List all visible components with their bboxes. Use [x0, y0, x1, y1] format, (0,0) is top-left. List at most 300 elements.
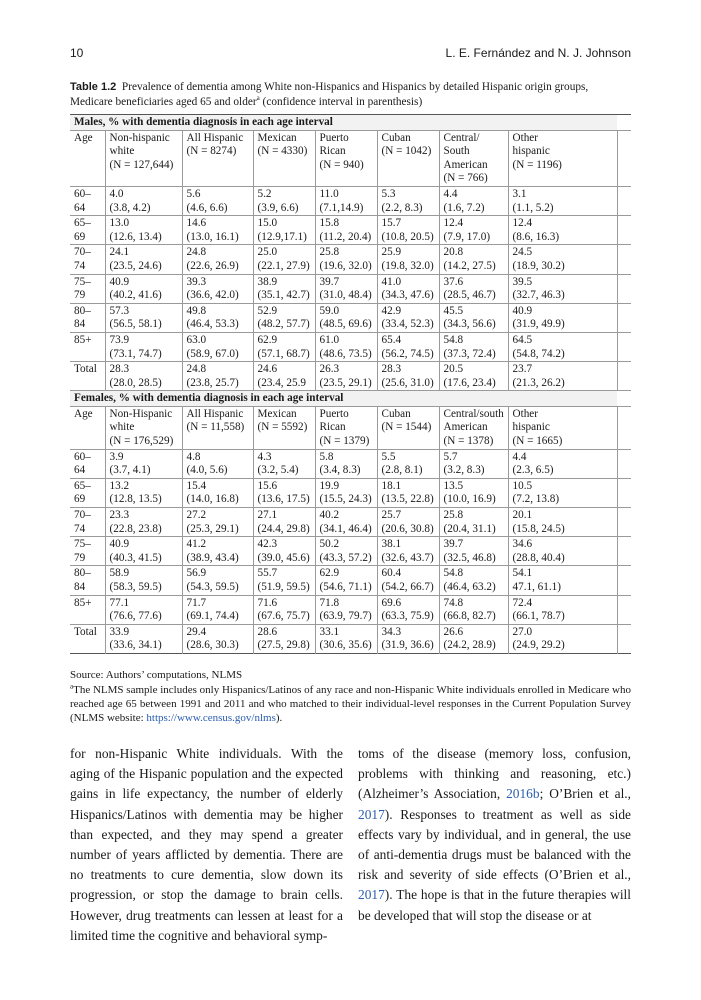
empty-cell [617, 332, 631, 361]
text-line: 74.8 [443, 596, 464, 609]
empty-cell [617, 566, 631, 595]
text-line: (1.1, 5.2) [512, 201, 554, 214]
text-line: 61.0 [319, 333, 340, 346]
age-cell: 85+ [74, 596, 92, 609]
text-line: Central/ [443, 131, 480, 144]
table-row [70, 245, 631, 274]
column-header [508, 130, 617, 186]
text-line: (54.3, 59.5) [186, 581, 239, 593]
text-line: 5.8 [319, 450, 334, 463]
text-line: (31.9, 49.9) [512, 318, 565, 331]
text-line: (48.2, 57.7) [257, 318, 310, 331]
column-header [182, 406, 253, 449]
text-line: (1.6, 7.2) [443, 201, 485, 214]
text-line: 24.8 [186, 363, 207, 376]
text-line: 25.7 [381, 509, 402, 522]
caption-text: Prevalence of dementia among White non-Hispanics and Hispanics by detailed Hispanic origin groups, Medicare beneficiaries aged 65 and older [70, 81, 589, 108]
text-line: 5.6 [186, 187, 201, 200]
text-line: (24.9, 29.2) [512, 639, 565, 652]
text-line: (32.5, 46.8) [443, 551, 496, 564]
data-cell [253, 449, 315, 478]
text-line: (N = 1379) [319, 435, 370, 448]
data-cell [377, 478, 439, 507]
running-header [70, 46, 631, 64]
text-line: 3.9 [109, 450, 124, 463]
data-cell [377, 186, 439, 215]
citation-link[interactable]: 2017 [358, 887, 385, 903]
text-line: (28.5, 46.7) [443, 289, 496, 302]
citation-link[interactable]: 2016b [506, 786, 540, 802]
text-line: 38.1 [381, 538, 402, 551]
text-line: (27.5, 29.8) [257, 639, 310, 652]
text-line: (13.6, 17.5) [257, 493, 310, 506]
text-line: 62.9 [257, 333, 278, 346]
text-line: 4.4 [443, 187, 458, 200]
data-cell [377, 566, 439, 595]
text-line: 4.4 [512, 450, 527, 463]
text-line: (23.8, 25.7) [186, 376, 239, 389]
table-row [70, 566, 631, 595]
data-cell [315, 303, 377, 332]
data-cell [105, 449, 182, 478]
data-cell [315, 332, 377, 361]
data-cell [377, 274, 439, 303]
data-cell [105, 362, 182, 391]
text-line: 41.0 [381, 275, 402, 288]
empty-cell [617, 216, 631, 245]
text-line: white [109, 421, 135, 434]
text-line: (N = 11,558) [186, 421, 245, 434]
text-line: 37.6 [443, 275, 464, 288]
text-line: (40.3, 41.5) [109, 551, 162, 564]
text-line: 59.0 [319, 304, 340, 317]
text-line: 39.7 [319, 275, 340, 288]
text-line: 19.9 [319, 479, 340, 492]
text-line: (23.5, 29.1) [319, 376, 372, 389]
data-cell [105, 216, 182, 245]
body-right-text: ; O’Brien et al., [539, 786, 631, 802]
text-line: (30.6, 35.6) [319, 639, 372, 652]
text-line: (7.2, 13.8) [512, 493, 560, 506]
data-cell [182, 245, 253, 274]
text-line: 39.5 [512, 275, 533, 288]
caption-text-end: (confidence interval in parenthesis) [259, 96, 423, 108]
section-title: Females, % with dementia diagnosis in each age interval [70, 391, 617, 407]
data-cell [105, 595, 182, 624]
text-line: 73.9 [109, 333, 130, 346]
text-line: (31.9, 36.6) [381, 639, 434, 652]
text-line: (69.1, 74.4) [186, 610, 239, 623]
data-cell [253, 508, 315, 537]
data-cell [105, 303, 182, 332]
table-notes [70, 668, 631, 725]
text-line: 15.4 [186, 479, 207, 492]
data-cell [377, 362, 439, 391]
age-cell: 75–79 [74, 275, 91, 302]
text-line: (33.4, 52.3) [381, 318, 434, 331]
table-row [70, 362, 631, 391]
citation-link[interactable]: 2017 [358, 806, 385, 822]
data-cell [253, 478, 315, 507]
data-cell [508, 566, 617, 595]
text-line: Rican [319, 421, 346, 434]
age-cell: 60–64 [74, 450, 91, 477]
text-line: (37.3, 72.4) [443, 347, 496, 360]
text-line: 26.6 [443, 625, 464, 638]
text-line: (40.2, 41.6) [109, 289, 162, 302]
data-cell [439, 449, 508, 478]
text-line: (7.9, 17.0) [443, 230, 491, 243]
data-cell [182, 216, 253, 245]
text-line: (56.2, 74.5) [381, 347, 434, 360]
text-line: (12.6, 13.4) [109, 230, 162, 243]
text-line: hispanic [512, 421, 550, 434]
text-line: (24.4, 29.8) [257, 522, 310, 535]
text-line: (13.5, 22.8) [381, 493, 434, 506]
data-cell [439, 332, 508, 361]
age-cell: 60–64 [74, 187, 91, 214]
text-line: (54.6, 71.1) [319, 581, 372, 593]
text-line: (19.8, 32.0) [381, 259, 434, 272]
text-line: 26.3 [319, 363, 340, 376]
column-header [508, 406, 617, 449]
data-cell [253, 362, 315, 391]
text-line: 14.6 [186, 217, 207, 230]
text-line: 27.2 [186, 509, 207, 522]
data-cell [315, 537, 377, 566]
data-cell [105, 566, 182, 595]
text-line: 41.2 [186, 538, 207, 551]
text-line: (N = 4330) [257, 145, 308, 158]
data-cell [508, 245, 617, 274]
text-line: 40.9 [512, 304, 533, 317]
age-cell: 70–74 [74, 509, 91, 535]
age-cell: Total [74, 625, 97, 638]
data-cell [377, 624, 439, 653]
text-line: (8.6, 16.3) [512, 230, 560, 243]
data-cell [377, 537, 439, 566]
data-cell [439, 186, 508, 215]
text-line: (2.3, 6.5) [512, 464, 554, 477]
data-cell [315, 186, 377, 215]
text-line: Mexican [257, 131, 297, 144]
text-line: 20.8 [443, 246, 464, 259]
age-cell: 65–69 [74, 479, 91, 506]
table-row [70, 303, 631, 332]
text-line: 42.3 [257, 538, 278, 551]
age-cell: 75–79 [74, 538, 91, 564]
text-line: (63.3, 75.9) [381, 610, 434, 623]
females-section [70, 391, 631, 654]
text-line: (N = 1378) [443, 435, 494, 448]
text-line: 20.1 [512, 509, 533, 522]
data-cell [253, 537, 315, 566]
text-line: Puerto [319, 131, 349, 144]
text-line: (10.0, 16.9) [443, 493, 496, 506]
table-row [70, 216, 631, 245]
header-age: Age [74, 131, 93, 144]
prevalence-table [70, 114, 631, 654]
text-line: (4.0, 5.6) [186, 464, 228, 477]
text-line: Cuban [381, 407, 411, 420]
table-row [70, 449, 631, 478]
text-line: 27.0 [512, 625, 533, 638]
empty-cell [617, 186, 631, 215]
text-line: 3.1 [512, 187, 527, 200]
empty-cell [617, 595, 631, 624]
data-cell [182, 595, 253, 624]
text-line: (12.9,17.1) [257, 230, 307, 243]
text-line: 15.8 [319, 217, 340, 230]
data-cell [182, 186, 253, 215]
text-line: (19.6, 32.0) [319, 259, 372, 272]
text-line: (54.2, 66.7) [381, 581, 434, 593]
text-line: 55.7 [257, 567, 278, 580]
text-line: 23.3 [109, 509, 130, 522]
table-row [70, 186, 631, 215]
text-line: American [443, 158, 488, 171]
data-cell [315, 216, 377, 245]
running-authors: L. E. Fernández and N. J. Johnson [445, 46, 631, 60]
data-cell [253, 566, 315, 595]
text-line: (4.6, 6.6) [186, 201, 228, 214]
empty-cell [617, 478, 631, 507]
text-line: 24.8 [186, 246, 207, 259]
text-line: (31.0, 48.4) [319, 289, 372, 302]
text-line: (3.2, 5.4) [257, 464, 299, 477]
data-cell [182, 508, 253, 537]
text-line: (33.6, 34.1) [109, 639, 162, 652]
table-row [70, 478, 631, 507]
text-line: 71.8 [319, 596, 340, 609]
text-line: (22.1, 27.9) [257, 259, 310, 272]
text-line: (17.6, 23.4) [443, 376, 496, 389]
text-line: (N = 1665) [512, 435, 563, 448]
data-cell [377, 449, 439, 478]
data-cell [508, 274, 617, 303]
text-line: 60.4 [381, 567, 402, 580]
text-line: (73.1, 74.7) [109, 347, 162, 360]
age-cell: 80–84 [74, 304, 91, 331]
column-header [315, 130, 377, 186]
text-line: 24.1 [109, 246, 130, 259]
text-line: 63.0 [186, 333, 207, 346]
body-right-text: ). Responses to treatment as well as side effects vary by individual, and in general, the use of anti-dementia drugs must be balanced with the risk and severity of side effects (O’Brien et al., [358, 806, 631, 883]
text-line: (N = 8274) [186, 145, 237, 158]
text-line: 50.2 [319, 538, 340, 551]
text-line: 54.8 [443, 567, 464, 580]
text-line: 13.2 [109, 479, 130, 492]
nlms-link[interactable]: https://www.census.gov/nlms [146, 712, 276, 724]
data-cell [315, 566, 377, 595]
data-cell [315, 478, 377, 507]
data-cell [508, 478, 617, 507]
text-line: 15.7 [381, 217, 402, 230]
table-row [70, 332, 631, 361]
data-cell [377, 332, 439, 361]
data-cell [508, 537, 617, 566]
text-line: 4.0 [109, 187, 124, 200]
text-line: Non-hispanic [109, 131, 170, 144]
table-source: Source: Authors’ computations, NLMS [70, 669, 243, 681]
text-line: 38.9 [257, 275, 278, 288]
data-cell [315, 449, 377, 478]
column-header [182, 130, 253, 186]
empty-cell [617, 362, 631, 391]
text-line: (3.8, 4.2) [109, 201, 151, 214]
text-line: 24.5 [512, 246, 533, 259]
data-cell [105, 537, 182, 566]
data-cell [105, 186, 182, 215]
text-line: 5.3 [381, 187, 396, 200]
text-line: 25.8 [443, 509, 464, 522]
data-cell [105, 508, 182, 537]
text-line: 28.6 [257, 625, 278, 638]
text-line: (21.3, 26.2) [512, 376, 565, 389]
text-line: (N = 766) [443, 172, 488, 185]
data-cell [105, 478, 182, 507]
text-line: Cuban [381, 131, 411, 144]
text-line: (20.6, 30.8) [381, 522, 434, 535]
text-line: (48.5, 69.6) [319, 318, 372, 331]
body-column-left: for non-Hispanic White individuals. With the aging of the Hispanic population and the expected gains in life expectancy, the number of elderly Hispanics/Latinos with dementia may be higher than expected, and they may spend a greater number of years afflicted by dementia. There are no treatments to cure dementia, slow down its progression, or stop the damage to brain cells. However, drug treatments can lessen at least for a limited time the cognitive and behavioral symp- [70, 746, 343, 943]
text-line: (25.3, 29.1) [186, 522, 239, 535]
text-line: (24.2, 28.9) [443, 639, 496, 652]
data-cell [182, 449, 253, 478]
data-cell [253, 595, 315, 624]
text-line: Rican [319, 145, 346, 158]
text-line: 49.8 [186, 304, 207, 317]
text-line: 4.8 [186, 450, 201, 463]
data-cell [439, 274, 508, 303]
text-line: 45.5 [443, 304, 464, 317]
header-age: Age [74, 407, 93, 420]
text-line: 11.0 [319, 187, 339, 200]
text-line: 18.1 [381, 479, 402, 492]
text-line: 5.5 [381, 450, 396, 463]
text-line: (15.8, 24.5) [512, 522, 565, 535]
data-cell [315, 362, 377, 391]
text-line: (66.1, 78.7) [512, 610, 565, 623]
text-line: 54.1 [512, 567, 533, 580]
text-line: (15.5, 24.3) [319, 493, 372, 506]
text-line: (N = 1196) [512, 158, 562, 171]
age-cell: Total [74, 363, 97, 376]
data-cell [508, 186, 617, 215]
footnote-marker: a [256, 94, 260, 103]
text-line: (3.2, 8.3) [443, 464, 485, 477]
text-line: (10.8, 20.5) [381, 230, 434, 243]
column-header [439, 130, 508, 186]
text-line: (46.4, 63.2) [443, 581, 496, 593]
empty-cell [617, 245, 631, 274]
text-line: 10.5 [512, 479, 533, 492]
data-cell [253, 624, 315, 653]
text-line: All Hispanic [186, 131, 244, 144]
text-line: 23.7 [512, 363, 533, 376]
text-line: 12.4 [443, 217, 464, 230]
text-line: 40.2 [319, 509, 340, 522]
text-line: 13.5 [443, 479, 464, 492]
text-line: 71.7 [186, 596, 207, 609]
text-line: (18.9, 30.2) [512, 259, 565, 272]
text-line: All Hispanic [186, 407, 244, 420]
empty-cell [617, 508, 631, 537]
table-row [70, 508, 631, 537]
empty-cell [617, 406, 631, 449]
data-cell [105, 332, 182, 361]
data-cell [182, 624, 253, 653]
data-cell [439, 566, 508, 595]
text-line: 58.9 [109, 567, 130, 580]
data-cell [315, 245, 377, 274]
text-line: (N = 5592) [257, 421, 308, 434]
age-cell: 85+ [74, 333, 92, 346]
data-cell [439, 595, 508, 624]
text-line: 40.9 [109, 275, 130, 288]
text-line: 57.3 [109, 304, 130, 317]
data-cell [377, 595, 439, 624]
data-cell [508, 595, 617, 624]
text-line: 77.1 [109, 596, 130, 609]
text-line: (28.8, 40.4) [512, 551, 565, 564]
data-cell [182, 274, 253, 303]
text-line: 29.4 [186, 625, 207, 638]
text-line: (2.2, 8.3) [381, 201, 423, 214]
text-line: 65.4 [381, 333, 402, 346]
text-line: 39.3 [186, 275, 207, 288]
table-label: Table 1.2 [70, 81, 117, 93]
data-cell [377, 303, 439, 332]
data-cell [508, 303, 617, 332]
data-cell [439, 303, 508, 332]
text-line: (56.5, 58.1) [109, 318, 162, 331]
data-cell [315, 274, 377, 303]
text-line: 52.9 [257, 304, 278, 317]
data-cell [439, 508, 508, 537]
text-line: (66.8, 82.7) [443, 610, 496, 623]
column-header [377, 130, 439, 186]
header-row [70, 130, 631, 186]
empty-cell [617, 449, 631, 478]
text-line: 33.9 [109, 625, 130, 638]
data-cell [377, 508, 439, 537]
data-cell [182, 303, 253, 332]
text-line: 4.3 [257, 450, 272, 463]
empty-cell [617, 537, 631, 566]
empty-cell [617, 624, 631, 653]
data-cell [105, 274, 182, 303]
text-line: 27.1 [257, 509, 278, 522]
table-row [70, 595, 631, 624]
data-cell [508, 624, 617, 653]
data-cell [508, 508, 617, 537]
text-line: 5.2 [257, 187, 272, 200]
text-line: 28.3 [109, 363, 130, 376]
text-line: 39.7 [443, 538, 464, 551]
text-line: (34.3, 56.6) [443, 318, 496, 331]
text-line: 34.6 [512, 538, 533, 551]
age-cell: 70–74 [74, 246, 91, 272]
data-cell [253, 303, 315, 332]
data-cell [508, 216, 617, 245]
text-line: (3.7, 4.1) [109, 464, 151, 477]
text-line: 20.5 [443, 363, 464, 376]
data-cell [439, 478, 508, 507]
text-line: (57.1, 68.7) [257, 347, 310, 360]
text-line: 15.0 [257, 217, 278, 230]
footnote-mark: a [70, 682, 74, 691]
